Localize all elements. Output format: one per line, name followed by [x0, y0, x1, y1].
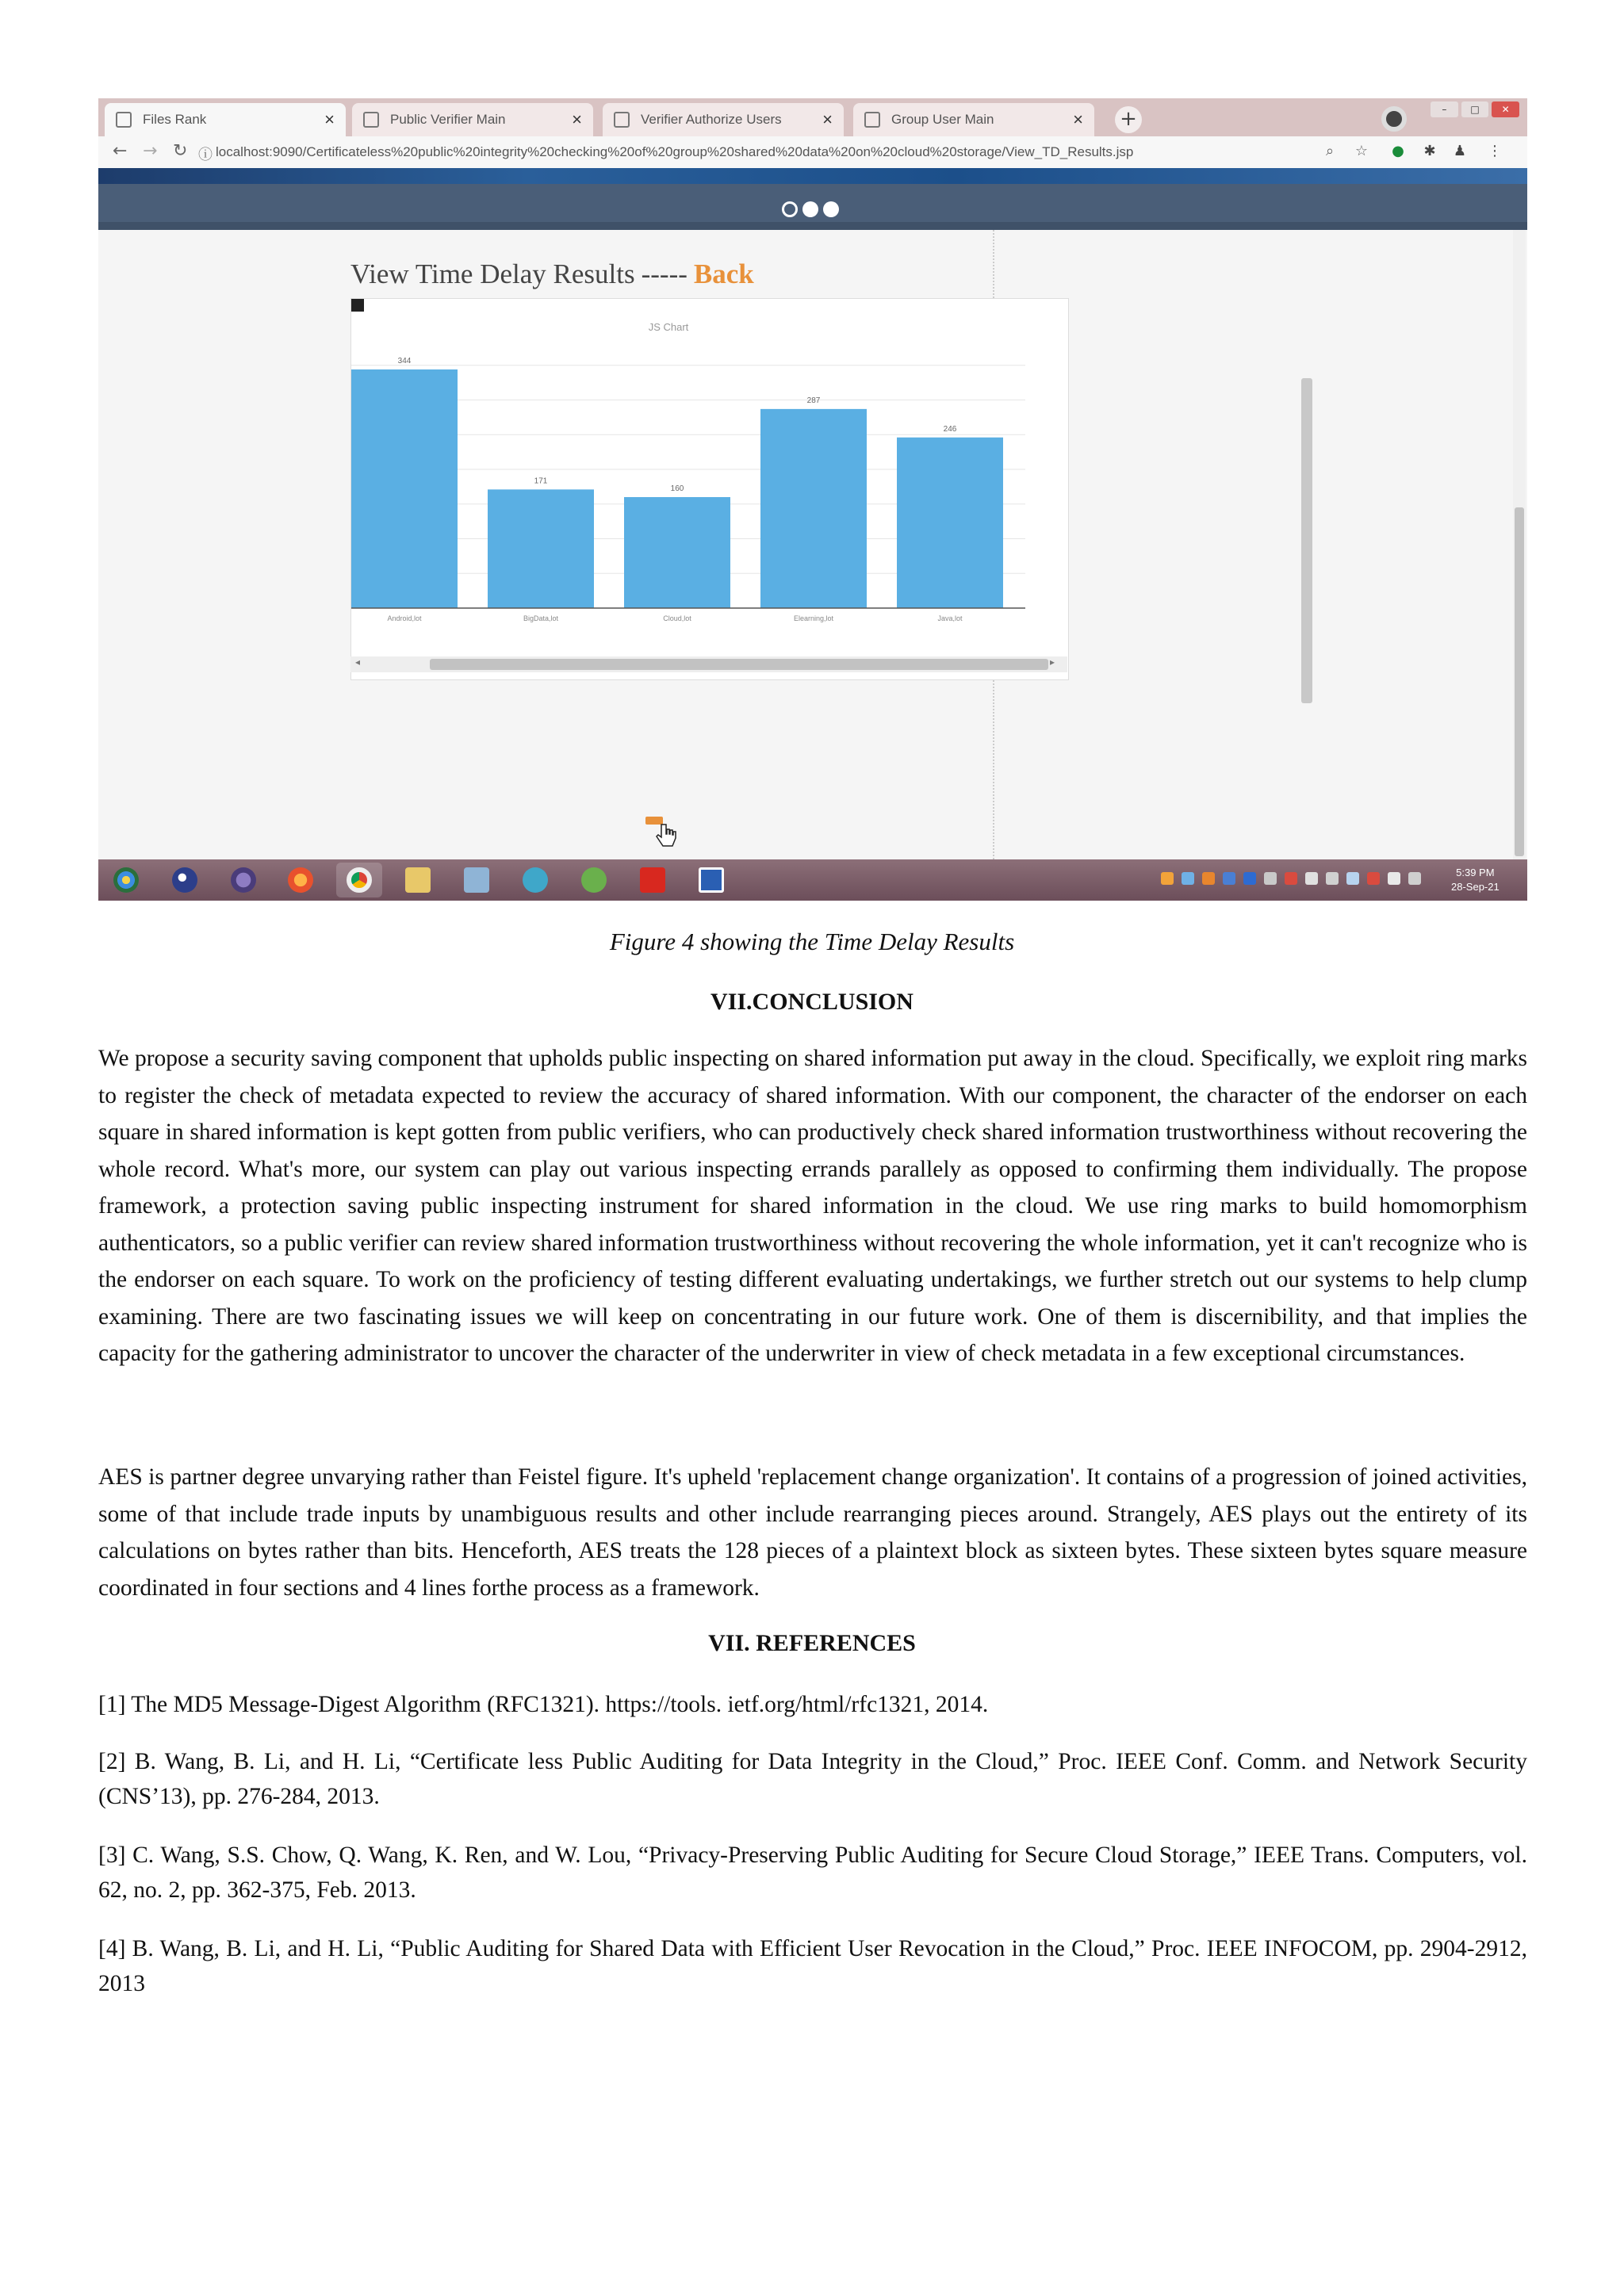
file-explorer-icon[interactable] — [395, 863, 441, 897]
tab-label: Group User Main — [891, 112, 994, 127]
bar[interactable] — [624, 497, 730, 608]
site-banner — [98, 168, 1527, 230]
scroll-left-icon[interactable]: ◂ — [355, 656, 361, 668]
tray-icon[interactable] — [1223, 872, 1235, 885]
page-content — [98, 230, 1527, 859]
tab-label: Public Verifier Main — [390, 112, 506, 127]
close-icon[interactable]: × — [822, 109, 833, 129]
reference-item: [4] B. Wang, B. Li, and H. Li, “Public Auditing for Shared Data with Efficient User Revocation in the Cloud,” Proc. IEEE INFOCOM, pp. 2904-2912, 2013 — [98, 1936, 1527, 1996]
title-separator: ----- — [641, 258, 688, 289]
conclusion-heading: VII.CONCLUSION — [710, 989, 914, 1015]
window-close-button[interactable]: ✕ — [1492, 101, 1519, 117]
bar[interactable] — [351, 369, 458, 608]
url-field[interactable]: localhost:9090/Certificateless%20public%20integrity%20checking%20of%20group%20shared%20data%20on%20cloud%20storage/View_TD_Results.jsp — [216, 144, 1134, 159]
app-icon[interactable] — [454, 863, 500, 897]
close-icon[interactable]: × — [572, 109, 582, 129]
chart-bars — [351, 357, 1003, 622]
x-tick-label: Elearning,lot — [793, 614, 834, 622]
page-title-text: View Time Delay Results — [350, 258, 635, 289]
banner-image — [98, 168, 1527, 184]
network-icon[interactable] — [1346, 872, 1359, 885]
chart-title: JS Chart — [648, 321, 689, 333]
x-tick-label: Android,lot — [387, 614, 422, 622]
tab-label: Verifier Authorize Users — [641, 112, 782, 127]
volume-icon[interactable] — [1388, 872, 1400, 885]
reload-icon[interactable]: ↻ — [173, 141, 188, 161]
back-arrow-icon[interactable]: ← — [113, 141, 128, 161]
chart-menu-icon[interactable] — [351, 299, 364, 312]
tray-icon[interactable] — [1326, 872, 1339, 885]
app-icon[interactable] — [571, 863, 617, 897]
close-icon[interactable]: × — [324, 109, 335, 129]
bar[interactable] — [760, 409, 867, 608]
pdf-reader-icon[interactable] — [630, 863, 676, 897]
x-tick-label: Java,lot — [937, 614, 963, 622]
minimize-button[interactable]: – — [1431, 101, 1458, 117]
figure-screenshot — [98, 98, 1527, 901]
clock-date: 28-Sep-21 — [1451, 881, 1500, 893]
x-tick-label: BigData,lot — [523, 614, 559, 622]
profile-icon[interactable] — [1381, 106, 1407, 132]
back-link[interactable]: Back — [693, 258, 754, 289]
system-tray — [1161, 872, 1421, 885]
aes-paragraph: AES is partner degree unvarying rather than Feistel figure. It's upheld 'replacement change organization'. It contains of a progression of joined activities, some of that include trade inputs by unambiguous results and other include rearranging pieces around. Strangely, AES plays out the entirety of its calculations on bytes rather than bits. Henceforth, AES treats the 128 pieces of a plaintext block as sixteen bytes. These sixteen bytes square measure coordinated in four sections and 4 lines forthe process as a framework. — [98, 1464, 1527, 1601]
start-button[interactable] — [103, 863, 149, 897]
scroll-right-icon[interactable]: ▸ — [1049, 656, 1055, 668]
close-icon[interactable]: × — [1073, 109, 1083, 129]
slider-dot[interactable] — [823, 201, 839, 217]
app-icon[interactable] — [220, 863, 266, 897]
forward-arrow-icon[interactable]: → — [143, 141, 158, 161]
browser-tab-bar — [98, 98, 1527, 136]
extension-shield-icon[interactable]: ● — [1392, 143, 1404, 159]
page-icon — [864, 112, 880, 128]
page-icon — [363, 112, 379, 128]
app-icon[interactable] — [512, 863, 558, 897]
slider-dots — [782, 201, 839, 217]
tray-icon[interactable] — [1305, 872, 1318, 885]
tray-icon[interactable] — [1161, 872, 1174, 885]
tab-public-verifier-main[interactable] — [352, 103, 593, 136]
bar[interactable] — [897, 438, 1003, 608]
page-scrollbar[interactable] — [1513, 230, 1526, 859]
bar-value-label: 344 — [397, 357, 412, 365]
page-scroll-thumb[interactable] — [1515, 507, 1524, 856]
tray-icon[interactable] — [1182, 872, 1194, 885]
app-icon[interactable] — [688, 863, 734, 897]
bar-value-label: 287 — [806, 396, 821, 405]
banner-band — [98, 222, 1527, 230]
window-controls — [1431, 101, 1519, 119]
hand-cursor-icon — [655, 823, 679, 851]
tray-icon[interactable] — [1264, 872, 1277, 885]
scroll-thumb[interactable] — [430, 659, 1048, 670]
page-icon — [614, 112, 630, 128]
clock-time: 5:39 PM — [1456, 867, 1495, 878]
page-title — [350, 258, 754, 290]
slider-dot[interactable] — [782, 201, 798, 217]
bar-chart — [351, 299, 1068, 656]
references-heading: VII. REFERENCES — [708, 1630, 916, 1656]
new-tab-button[interactable]: + — [1115, 106, 1142, 133]
x-tick-label: Cloud,lot — [663, 614, 691, 622]
tray-icon[interactable] — [1367, 872, 1380, 885]
taskbar-clock[interactable] — [1451, 866, 1500, 894]
chart-container — [350, 298, 1069, 680]
menu-kebab-icon[interactable]: ⋮ — [1488, 143, 1502, 159]
address-bar-row — [98, 136, 1527, 169]
reference-item: [1] The MD5 Message-Digest Algorithm (RFC1321). https://tools. ietf.org/html/rfc1321, 2014. — [98, 1692, 989, 1717]
account-icon[interactable]: ♟ — [1453, 143, 1467, 159]
maximize-button[interactable]: □ — [1461, 101, 1489, 117]
chart-vertical-scrollbar[interactable] — [1301, 378, 1312, 703]
tab-group-user-main[interactable] — [853, 103, 1094, 136]
figure-caption: Figure 4 showing the Time Delay Results — [609, 928, 1015, 955]
tab-verifier-authorize-users[interactable] — [603, 103, 844, 136]
extensions-puzzle-icon[interactable]: ✱ — [1423, 143, 1436, 159]
tray-icon[interactable] — [1243, 872, 1256, 885]
reference-item: [2] B. Wang, B. Li, and H. Li, “Certificate less Public Auditing for Data Integrity in the Cloud,” Proc. IEEE Conf. Comm. and Network Security (CNS’13), pp. 276-284, 2013. — [98, 1749, 1527, 1809]
firefox-icon[interactable] — [278, 863, 324, 897]
tab-files-rank[interactable] — [105, 103, 346, 136]
chart-horizontal-scrollbar[interactable] — [350, 656, 1067, 672]
tray-icon[interactable] — [1202, 872, 1215, 885]
bar-value-label: 160 — [670, 484, 684, 493]
tab-label: Files Rank — [143, 112, 207, 127]
bar-value-label: 246 — [943, 424, 957, 434]
page-icon — [116, 112, 132, 128]
star-icon[interactable]: ☆ — [1354, 143, 1369, 159]
tray-icon[interactable] — [1285, 872, 1297, 885]
windows-taskbar — [98, 859, 1527, 901]
bar-value-label: 171 — [534, 476, 548, 486]
slider-dot[interactable] — [802, 201, 818, 217]
conclusion-paragraph: We propose a security saving component that upholds public inspecting on shared information put away in the cloud. Specifically, we exploit ring marks to register the check of metadata expected to review the accuracy of shared information. With our component, the character of the endorser on each square in shared information is kept gotten from public verifiers, who can productively check shared information trustworthiness without recovering the whole record. What's more, our system can play out various inspecting errands parallely as opposed to confirming them individually. The propose framework, a protection saving public inspecting instrument for shared information in the cloud. We use ring marks to build homomorphism authenticators, so a public verifier can review shared information trustworthiness without recovering the whole information, yet it can't recognize who is the endorser on each square. To work on the proficiency of testing different evaluating undertakings, we further stretch out our systems to help clump examining. There are two fascinating issues we will keep on concentrating in our future work. One of them is discernibility, and that implies the capacity for the gathering administrator to uncover the character of the underwriter in view of check metadata in a few exceptional circumstances. — [98, 1046, 1527, 1366]
bar[interactable] — [488, 489, 594, 608]
tray-icon[interactable] — [1408, 872, 1421, 885]
info-icon[interactable]: ⓘ — [198, 147, 213, 163]
chrome-icon[interactable] — [336, 863, 382, 897]
eclipse-icon[interactable] — [162, 863, 208, 897]
reference-item: [3] C. Wang, S.S. Chow, Q. Wang, K. Ren, and W. Lou, “Privacy-Preserving Public Auditing for Secure Cloud Storage,” IEEE Trans. Computers, vol. 62, no. 2, pp. 362-375, Feb. 2013. — [98, 1843, 1527, 1903]
zoom-icon[interactable]: ⌕ — [1325, 143, 1335, 159]
